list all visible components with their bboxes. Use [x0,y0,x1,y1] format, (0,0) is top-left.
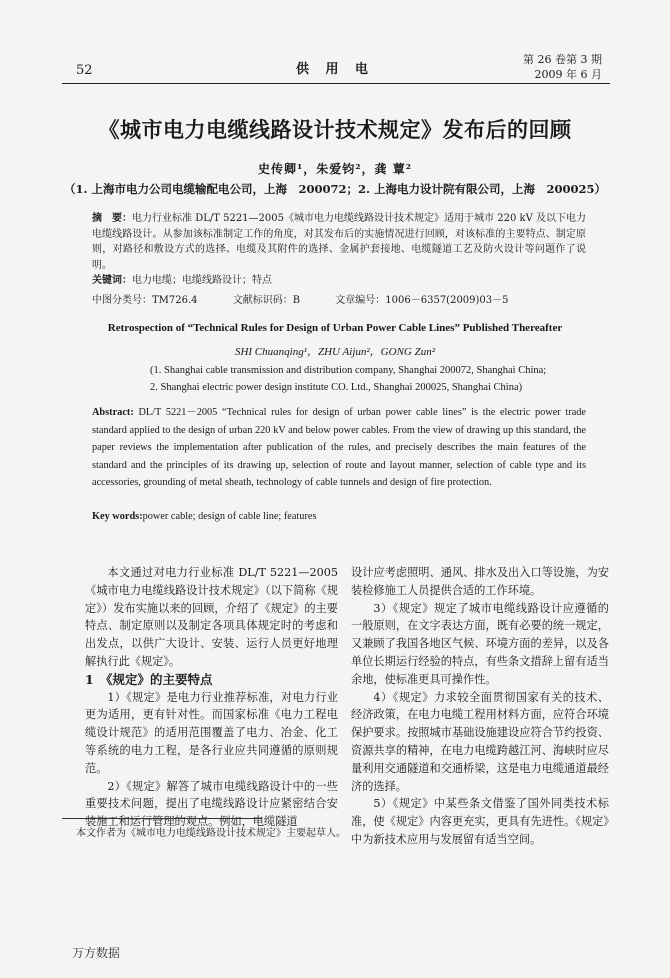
body-paragraph: 4）《规定》力求较全面贯彻国家有关的技术、经济政策，在电力电缆工程用材料方面，应符合环境保护要求。按照城市基础设施建设应符合节约投资、资源共享的精神，在电力电缆跨越江河、海峡时应尽量利用交通隧道和交通桥梁，这是电力电缆通道最经济的选择。 [351,690,609,793]
keywords-cn-text: 电力电缆；电缆线路设计；特点 [132,275,272,286]
keywords-cn-label: 关键词： [92,275,132,286]
header-rule [62,83,610,84]
body-paragraph: 2）《规定》解答了城市电缆线路设计中的一些重要技术问题，提出了电缆线路设计应紧密结合安装施工和运行管理的观点。例如，电缆隧道 [85,779,338,829]
affiliation-en [150,362,610,396]
article-title-en: Retrospection of “Technical Rules for Design of Urban Power Cable Lines” Published Thereafter [107,322,563,334]
body-paragraph: 3）《规定》规定了城市电缆线路设计应遵循的一般原则，在文字表达方面，既有必要的统一规定，又兼顾了我国各地区气候、环境方面的差异，以及各单位长期运行经验的特点，有些条文措辞上留有适当余地，使标准更具可操作性。 [351,601,609,686]
issue-volume: 第 26 卷第 3 期 [523,53,602,66]
authors-cn: 史传卿¹，朱爱钧²，龚 蕈² [258,162,412,176]
journal-name: 供 用 电 [295,62,375,77]
keywords-en-text: power cable; design of cable line; features [142,511,317,522]
keywords-en [92,511,316,522]
keywords-en-label: Key words: [92,511,143,522]
classification-meta [92,291,541,306]
body-paragraph: 设计应考虑照明、通风、排水及出入口等设施，为安装检修施工人员提供合适的工作环境。 [351,566,609,597]
intro-paragraph: 本文通过对电力行业标准 DL/T 5221—2005《城市电力电缆线路设计技术规定》（以下简称《规定》）发布实施以来的回顾，介绍了《规定》的主要特点、制定原则以及制定各项具体规定时的考虑和出发点，以供广大设计、安装、运行人员更好地理解执行此《规定》。 [85,566,338,668]
section-heading: 1 《规定》的主要特点 [85,671,213,687]
document-code: 文献标识码：B [232,295,301,306]
issue-date: 2009 年 6 月 [534,68,602,81]
page-number: 52 [76,63,93,78]
clc-number: 中图分类号：TM726.4 [92,295,198,306]
body-column-left [85,564,338,831]
source-watermark: 万方数据 [72,946,121,960]
body-paragraph: 5）《规定》中某些条文借鉴了国外同类技术标准，使《规定》内容更充实，更具有先进性。《规定》中为新技术应用与发展留有适当空间。 [351,797,609,846]
keywords-cn [92,273,586,289]
abstract-en-text: DL/T 5221－2005 “Technical rules for design of urban power cable lines” is the electric power trade standard applied to the design of urban 220 kV and below power cables. From the view of drawing up this standard, the paper reviews the implementation after publication of the rules, and precisely describes the main features of the standard and the principles of its drawing up, selection of route and layout manner, selection of cable type and its accessories, grounding of metal sheath, technology of cable tunnels and design of fire protection. [92,407,586,489]
article-title: 《城市电力电缆线路设计技术规定》发布后的回顾 [98,117,572,142]
body-paragraph: 1）《规定》是电力行业推荐标准，对电力行业更为适用，更有针对性。而国家标准《电力工程电缆设计规范》的适用范围覆盖了电力、冶金、化工等系统的电力工程，是各行业应共同遵循的原则规范。 [85,690,338,775]
abstract-en-label: Abstract: [92,407,134,418]
body-column-right [351,564,609,849]
affiliation-cn: （1. 上海市电力公司电缆输配电公司，上海 200072；2. 上海电力设计院有限公司，上海 200025） [63,182,607,196]
issue-info [523,52,602,82]
abstract-cn [92,211,586,289]
affiliation-en-line-2: 2. Shanghai electric power design institute CO. Ltd., Shanghai 200025, Shanghai China) [150,382,523,393]
affiliation-en-line-1: (1. Shanghai cable transmission and distribution company, Shanghai 200072, Shanghai China; [150,365,547,376]
authors-en: SHI Chuanqing¹，ZHU Aijun²，GONG Zun² [234,346,436,358]
abstract-en [92,404,586,492]
article-number: 文章编号：1006－6357(2009)03－5 [335,295,509,306]
abstract-cn-label: 摘 要： [92,213,133,224]
abstract-cn-text: 电力行业标准 DL/T 5221—2005《城市电力电缆线路设计技术规定》适用于城市 220 kV 及以下电力电缆线路设计。从参加该标准制定工作的角度，对其发布后的实施情况进行回顾，对该标准的主要特点、制定原则，对路径和敷设方式的选择、电缆及其附件的选择、金属护套接地、电缆隧道工艺及防火设计等问题作了说明。 [92,213,586,271]
author-footnote: 本文作者为《城市电力电缆线路设计技术规定》主要起草人。 [76,828,346,839]
footnote-rule [62,818,262,819]
